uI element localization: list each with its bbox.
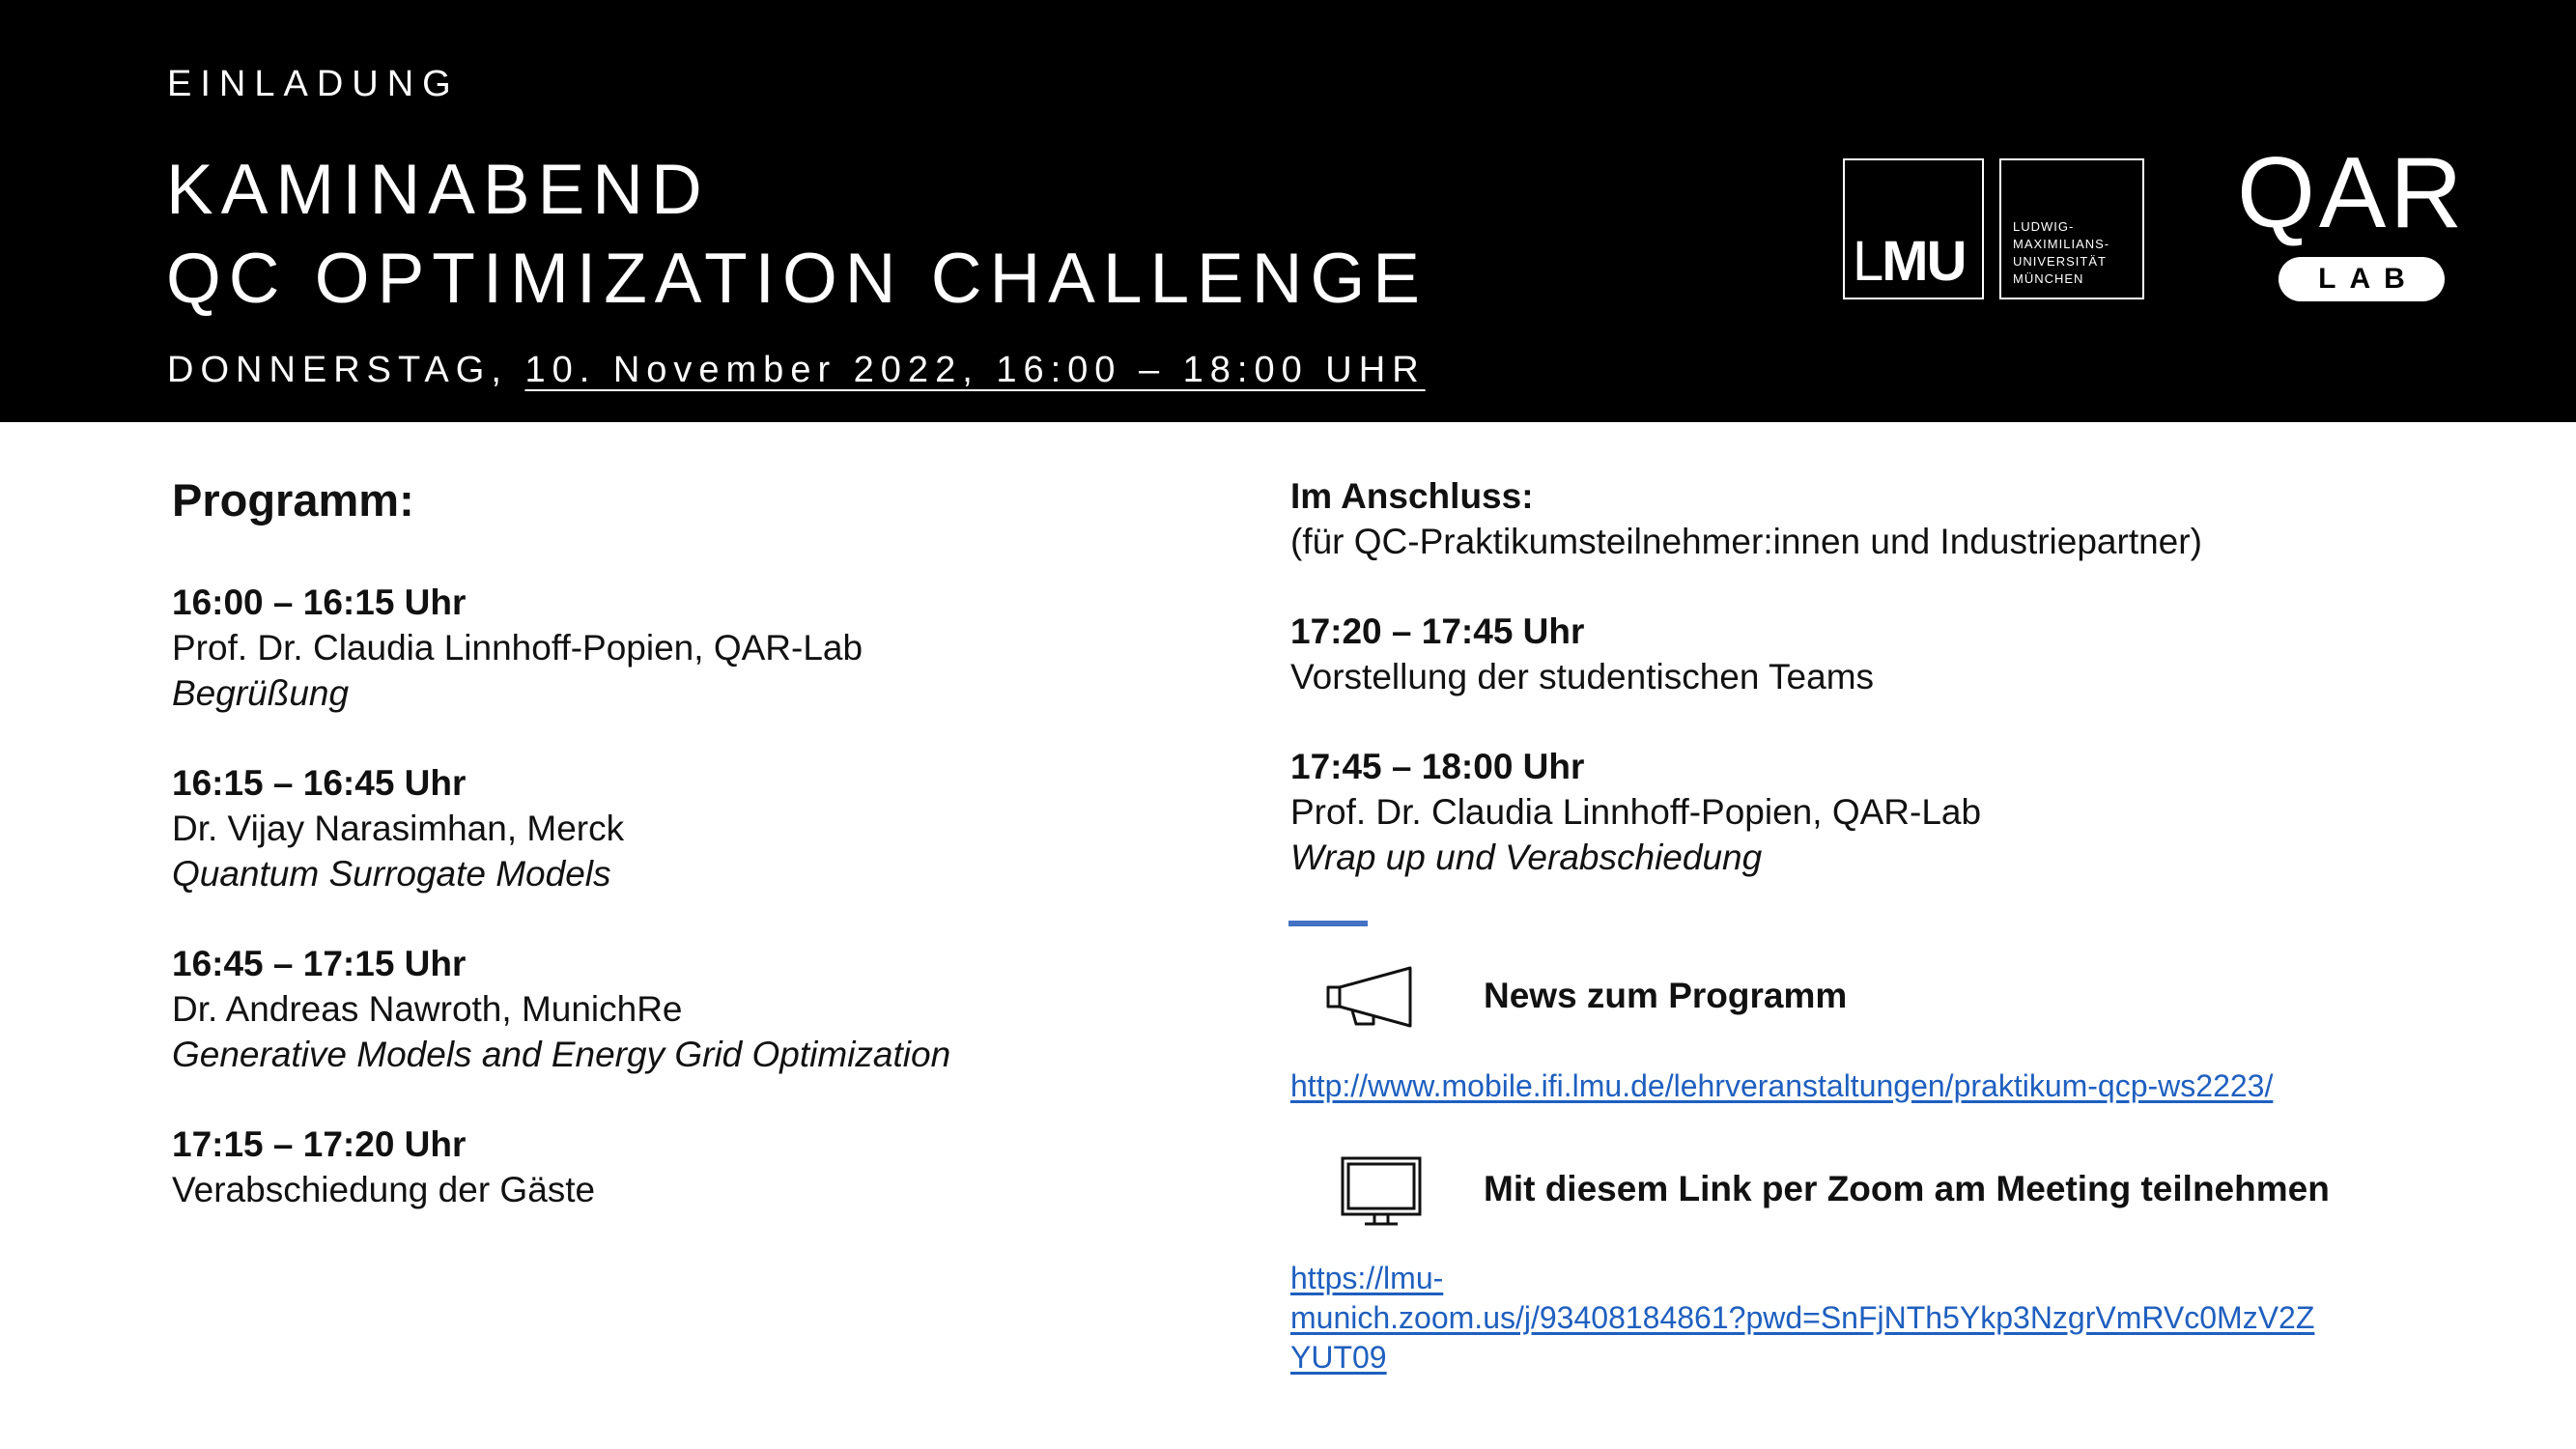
program-item-speaker: Verabschiedung der Gäste — [172, 1170, 596, 1209]
megaphone-icon — [1325, 964, 1418, 1037]
afterwards-item-time: 17:20 – 17:45 Uhr — [1290, 611, 1585, 651]
program-heading: Programm: — [172, 474, 414, 526]
afterwards-heading: Im Anschluss: — [1290, 476, 1534, 516]
program-item-time: 17:15 – 17:20 Uhr — [172, 1124, 467, 1164]
afterwards-item-time: 17:45 – 18:00 Uhr — [1290, 747, 1585, 786]
afterwards-item-speaker: Vorstellung der studentischen Teams — [1290, 657, 1875, 696]
program-item-topic: Begrüßung — [172, 673, 350, 713]
event-title-line1: KAMINABEND — [166, 151, 710, 229]
lmu-wordmark-line: LUDWIG- — [2013, 219, 2075, 234]
afterwards-item — [1290, 744, 2401, 880]
event-weekday: DONNERSTAG, — [167, 350, 525, 390]
program-item — [172, 760, 1283, 896]
lmu-logo-mark — [1843, 158, 1984, 299]
lmu-wordmark-line: MAXIMILIANS- — [2013, 237, 2110, 251]
qar-lab-logo: QAR — [2237, 137, 2467, 249]
event-date — [167, 350, 1426, 391]
lmu-logo-text: LMU — [1853, 230, 1966, 293]
program-item-time: 16:00 – 16:15 Uhr — [172, 582, 467, 622]
news-label: News zum Programm — [1484, 976, 1848, 1015]
event-date-time: 10. November 2022, 16:00 – 18:00 UHR — [524, 350, 1426, 390]
news-link[interactable]: http://www.mobile.ifi.lmu.de/lehrveranstaltungen/praktikum-qcp-ws2223/ — [1290, 1068, 2274, 1103]
program-item-topic: Quantum Surrogate Models — [172, 854, 611, 894]
lmu-wordmark-line: UNIVERSITÄT — [2013, 254, 2107, 269]
program-item-time: 16:45 – 17:15 Uhr — [172, 944, 467, 983]
program-item-time: 16:15 – 16:45 Uhr — [172, 763, 467, 803]
lmu-wordmark-line: MÜNCHEN — [2013, 271, 2084, 286]
program-item — [172, 941, 1283, 1077]
zoom-link-line[interactable]: YUT09 — [1290, 1340, 1387, 1375]
program-item-speaker: Prof. Dr. Claudia Linnhoff-Popien, QAR-Lab — [172, 628, 863, 668]
invitation-label: EINLADUNG — [167, 64, 460, 104]
header-banner — [0, 0, 2576, 422]
zoom-link[interactable] — [1290, 1259, 2392, 1378]
afterwards-item-topic: Wrap up und Verabschiedung — [1290, 838, 1763, 877]
qar-lab-pill: LAB — [2279, 257, 2445, 301]
afterwards-subtitle: (für QC-Praktikumsteilnehmer:innen und Industriepartner) — [1290, 522, 2202, 561]
program-section — [172, 473, 1234, 1209]
accent-divider — [1288, 921, 1368, 926]
lmu-logo-wordmark — [1999, 158, 2144, 299]
afterwards-intro — [1290, 473, 2401, 564]
program-item-topic: Generative Models and Energy Grid Optimization — [172, 1035, 951, 1074]
program-item — [172, 1122, 1283, 1212]
afterwards-item-speaker: Prof. Dr. Claudia Linnhoff-Popien, QAR-Lab — [1290, 792, 1982, 832]
monitor-icon — [1340, 1155, 1423, 1234]
zoom-label: Mit diesem Link per Zoom am Meeting teilnehmen — [1484, 1169, 2330, 1208]
afterwards-item — [1290, 609, 2401, 699]
zoom-link-line[interactable]: https://lmu- — [1290, 1261, 1444, 1295]
program-item — [172, 580, 1283, 716]
program-item-speaker: Dr. Vijay Narasimhan, Merck — [172, 809, 625, 848]
zoom-link-line[interactable]: munich.zoom.us/j/93408184861?pwd=SnFjNTh5Ykp3NzgrVmRVc0MzV2Z — [1290, 1300, 2315, 1335]
program-item-speaker: Dr. Andreas Nawroth, MunichRe — [172, 989, 683, 1029]
event-title-line2: QC OPTIMIZATION CHALLENGE — [166, 240, 1428, 318]
